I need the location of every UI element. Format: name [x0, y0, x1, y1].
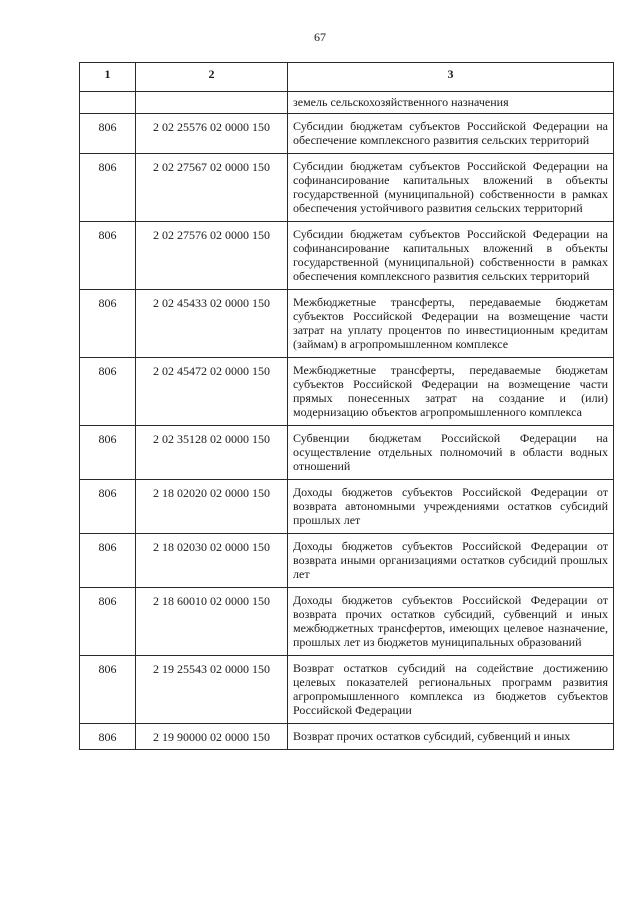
description-cell: Возврат остатков субсидий на содействие достижению целевых показателей региональных программ развития агропромышленного комплекса из бюджетов субъектов Российской Федерации [288, 656, 614, 724]
column-header-2: 2 [136, 63, 288, 92]
budget-code-cell: 2 02 45472 02 0000 150 [136, 358, 288, 426]
description-cell: Доходы бюджетов субъектов Российской Федерации от возврата автономными учреждениями остатков субсидий прошлых лет [288, 480, 614, 534]
table-header [80, 63, 614, 92]
header-row [80, 63, 614, 92]
table-row [80, 358, 614, 426]
table-row [80, 222, 614, 290]
column-header-1: 1 [80, 63, 136, 92]
column-header-3: 3 [288, 63, 614, 92]
budget-code-cell: 2 02 27576 02 0000 150 [136, 222, 288, 290]
budget-code-cell: 2 19 90000 02 0000 150 [136, 724, 288, 750]
table-row [80, 480, 614, 534]
table-row [80, 534, 614, 588]
admin-code-cell: 806 [80, 724, 136, 750]
admin-code-cell: 806 [80, 588, 136, 656]
description-cell: Межбюджетные трансферты, передаваемые бюджетам субъектов Российской Федерации на возмещение части прямых понесенных затрат на создание и (или) модернизацию объектов агропромышленного комплекса [288, 358, 614, 426]
budget-code-cell: 2 18 02020 02 0000 150 [136, 480, 288, 534]
budget-code-cell: 2 19 25543 02 0000 150 [136, 656, 288, 724]
description-cell: Доходы бюджетов субъектов Российской Федерации от возврата иными организациями остатков субсидий прошлых лет [288, 534, 614, 588]
admin-code-cell: 806 [80, 290, 136, 358]
budget-code-cell: 2 02 27567 02 0000 150 [136, 154, 288, 222]
description-cell: Субсидии бюджетам субъектов Российской Федерации на софинансирование капитальных вложений в объекты государственной (муниципальной) собственности в рамках обеспечения устойчивого развития сельских территорий [288, 154, 614, 222]
admin-code-cell: 806 [80, 114, 136, 154]
admin-code-cell: 806 [80, 222, 136, 290]
admin-code-cell: 806 [80, 358, 136, 426]
admin-code-cell: 806 [80, 154, 136, 222]
continuation-code-cell [80, 92, 136, 114]
description-cell: Возврат прочих остатков субсидий, субвенций и иных [288, 724, 614, 750]
admin-code-cell: 806 [80, 480, 136, 534]
description-cell: Субвенции бюджетам Российской Федерации на осуществление отдельных полномочий в области водных отношений [288, 426, 614, 480]
table-row [80, 426, 614, 480]
page-number: 67 [314, 30, 326, 44]
table-body [80, 92, 614, 750]
table-row [80, 588, 614, 656]
table-row [80, 724, 614, 750]
continuation-row [80, 92, 614, 114]
continuation-kbk-cell [136, 92, 288, 114]
budget-code-cell: 2 02 45433 02 0000 150 [136, 290, 288, 358]
description-cell: Субсидии бюджетам субъектов Российской Федерации на обеспечение комплексного развития сельских территорий [288, 114, 614, 154]
table-row [80, 290, 614, 358]
description-cell: Субсидии бюджетам субъектов Российской Федерации на софинансирование капитальных вложений в объекты государственной (муниципальной) собственности в рамках обеспечения комплексного развития сельских территорий [288, 222, 614, 290]
table-row [80, 656, 614, 724]
budget-code-cell: 2 18 60010 02 0000 150 [136, 588, 288, 656]
admin-code-cell: 806 [80, 426, 136, 480]
budget-code-cell: 2 02 35128 02 0000 150 [136, 426, 288, 480]
description-cell: Межбюджетные трансферты, передаваемые бюджетам субъектов Российской Федерации на возмещение части затрат на уплату процентов по инвестиционным кредитам (займам) в агропромышленном комплексе [288, 290, 614, 358]
continuation-description: земель сельскохозяйственного назначения [288, 92, 614, 114]
admin-code-cell: 806 [80, 656, 136, 724]
table-row [80, 154, 614, 222]
table-row [80, 114, 614, 154]
budget-code-cell: 2 18 02030 02 0000 150 [136, 534, 288, 588]
description-cell: Доходы бюджетов субъектов Российской Федерации от возврата прочих остатков субсидий, субвенций и иных межбюджетных трансфертов, имеющих целевое назначение, прошлых лет из бюджетов муниципальных образований [288, 588, 614, 656]
budget-code-cell: 2 02 25576 02 0000 150 [136, 114, 288, 154]
admin-code-cell: 806 [80, 534, 136, 588]
revenue-codes-table [79, 62, 614, 750]
